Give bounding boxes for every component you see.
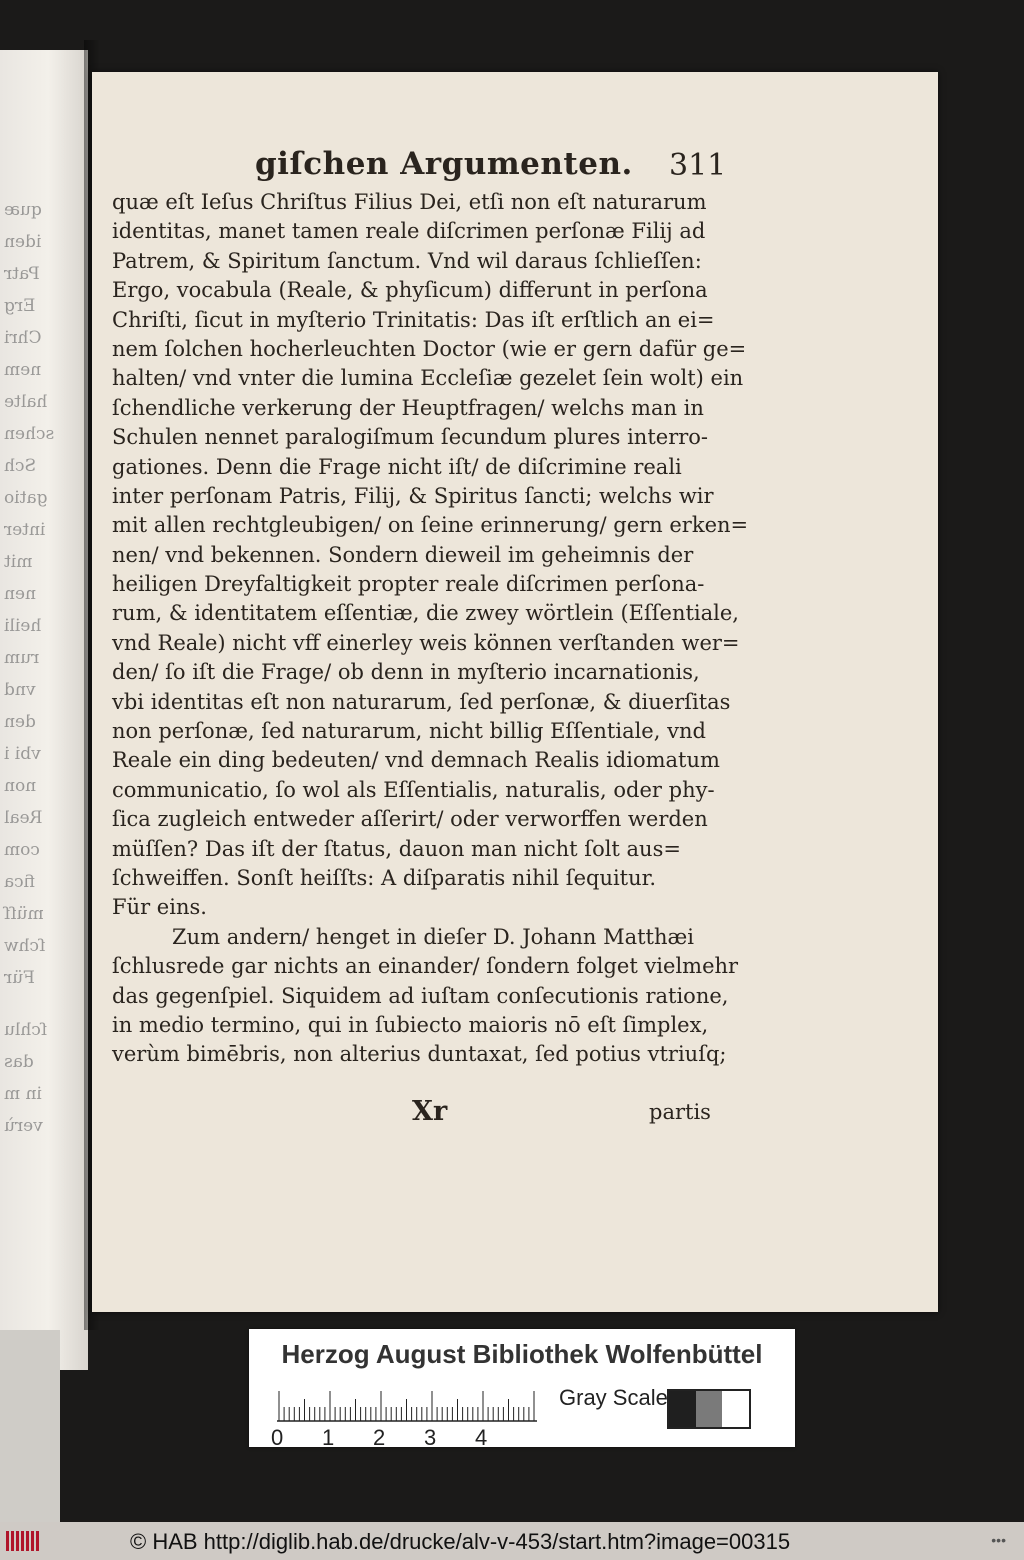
running-head: giſchen Argumenten.: [255, 146, 633, 182]
text-line: Für eins.: [112, 895, 207, 920]
prev-page-fragment: ſchw: [4, 936, 46, 956]
text-line: heiligen Dreyfaltigkeit propter reale diſcrimen perſona-: [112, 572, 705, 597]
page-foot: [92, 1096, 938, 1136]
prev-page-fragment: fica: [4, 872, 35, 892]
footer-bar: [0, 1522, 1024, 1560]
prev-page-fragment: inter: [4, 520, 46, 540]
text-line: rum, & identitatem eſſentiæ, die zwey wörtlein (Eſſentiale,: [112, 601, 739, 626]
text-line: nen/ vnd bekennen. Sondern dieweil im geheimnis der: [112, 542, 694, 567]
text-line: quæ eſt Ieſus Chriſtus Filius Dei, etſi non eſt naturarum: [112, 190, 707, 214]
text-line: in medio termino, qui in ſubiecto maioris nō eſt ſimplex,: [112, 1012, 709, 1037]
prev-page-fragment: heili: [4, 616, 42, 636]
text-line: Chriſti, ſicut in myſterio Trinitatis: Das iſt erſtlich an ei=: [112, 307, 715, 332]
text-line: halten/ vnd vnter die lumina Eccleſiæ gezelet ſein wolt) ein: [112, 366, 744, 391]
text-line: non perſonæ, ſed naturarum, nicht billig Eſſentiale, vnd: [112, 719, 706, 744]
prev-page-fragment: den: [4, 712, 36, 732]
prev-page-fragment: nem: [4, 360, 42, 380]
prev-page-fragment: Für: [4, 968, 35, 988]
catchword: partis: [649, 1100, 711, 1124]
prev-page-fragment: Patr: [4, 264, 40, 284]
ruler-label: 4: [475, 1425, 488, 1450]
prev-page-fragment: Sch: [4, 456, 37, 476]
text-line: gationes. Denn die Frage nicht iſt/ de diſcrimine reali: [112, 454, 682, 479]
prev-page-fragment: gatio: [4, 488, 48, 508]
text-line: ſchendliche verkerung der Heuptfragen/ welchs man in: [112, 395, 704, 420]
previous-page-edge: [0, 50, 88, 1370]
text-line: ſica zugleich entweder aſſerirt/ oder verworffen werden: [112, 807, 708, 832]
library-name: Herzog August Bibliothek Wolfenbüttel: [281, 1339, 763, 1369]
text-line: Schulen nennet paralogiſmum ſecundum plures interro-: [112, 425, 709, 450]
footer-copyright-url: © HAB http://diglib.hab.de/drucke/alv-v-453/start.htm?image=00315: [130, 1529, 791, 1554]
prev-page-fragment: iden: [4, 232, 42, 252]
previous-page-strip: [0, 1330, 60, 1530]
page-header: [92, 138, 938, 188]
text-line: mit allen rechtgleubigen/ on ſeine erinnerung/ gern erken=: [112, 513, 749, 538]
color-scale-card: [249, 1329, 795, 1450]
text-line: den/ ſo iſt die Frage/ ob denn in myſterio incarnationis,: [112, 660, 700, 685]
prev-page-fragment: rum: [4, 648, 40, 668]
gray-swatch: [722, 1391, 749, 1427]
body-text: [112, 188, 752, 1070]
gray-swatches: [667, 1389, 751, 1429]
prev-page-fragment: vbi i: [4, 744, 41, 764]
text-line: inter perſonam Patris, Filij, & Spiritus ſancti; welchs wir: [112, 483, 714, 508]
text-line: Reale ein ding bedeuten/ vnd demnach Realis idiomatum: [112, 748, 720, 773]
hab-logo-icon: [4, 1528, 44, 1554]
prev-page-fragment: schen: [4, 424, 55, 444]
text-line: Zum andern/ henget in dieſer D. Johann Matthæi: [172, 924, 694, 949]
text-line: das gegenſpiel. Siquidem ad iuſtam conſecutionis ratione,: [112, 983, 729, 1008]
gray-scale-label: Gray Scale: [559, 1385, 668, 1410]
text-line: nem ſolchen hocherleuchten Doctor (wie er gern dafür ge=: [112, 336, 747, 361]
prev-page-fragment: müſſ: [4, 904, 44, 924]
text-line: verùm bimēbris, non alterius duntaxat, ſed potius vtriuſq;: [112, 1042, 727, 1067]
gray-swatch: [696, 1391, 723, 1427]
prev-page-fragment: quæ: [4, 200, 42, 220]
ruler-label: 3: [424, 1425, 437, 1450]
prev-page-fragment: das: [4, 1052, 34, 1072]
text-line: müſſen? Das iſt der ſtatus, dauon man nicht ſolt aus=: [112, 836, 681, 861]
text-line: vbi identitas eſt non naturarum, ſed perſonæ, & diuerſitas: [112, 689, 731, 714]
ruler: [277, 1385, 547, 1425]
prev-page-fragment: ſchlu: [4, 1020, 48, 1040]
book-page: [92, 72, 938, 1312]
prev-page-fragment: Real: [4, 808, 43, 828]
prev-page-fragment: Erg: [4, 296, 36, 316]
text-line: ſchweiffen. Sonſt heiſſts: A diſparatis nihil ſequitur.: [112, 865, 657, 890]
ruler-label: 1: [322, 1425, 335, 1450]
ruler-label: 2: [373, 1425, 386, 1450]
prev-page-fragment: non: [4, 776, 37, 796]
text-line: ſchlusrede gar nichts an einander/ ſondern folget vielmehr: [112, 954, 739, 979]
page-number: 311: [669, 148, 727, 183]
signature-mark: Xr: [412, 1096, 448, 1127]
prev-page-fragment: nen: [4, 584, 36, 604]
text-line: Patrem, & Spiritum ſanctum. Vnd wil daraus ſchlieſſen:: [112, 248, 702, 273]
prev-page-fragment: Chri: [4, 328, 42, 348]
prev-page-fragment: com: [4, 840, 40, 860]
prev-page-fragment: in m: [4, 1084, 42, 1104]
ruler-label: 0: [271, 1425, 284, 1450]
text-line: identitas, manet tamen reale diſcrimen perſonæ Filij ad: [112, 219, 706, 244]
footer-dots-icon: •••: [991, 1532, 1006, 1548]
text-line: vnd Reale) nicht vff einerley weis können verſtanden wer=: [112, 630, 740, 655]
text-line: communicatio, ſo wol als Eſſentialis, naturalis, oder phy-: [112, 777, 715, 802]
prev-page-fragment: mit: [4, 552, 33, 572]
gray-swatch: [669, 1391, 696, 1427]
prev-page-fragment: halte: [4, 392, 48, 412]
prev-page-fragment: vnd: [4, 680, 36, 700]
text-line: Ergo, vocabula (Reale, & phyſicum) differunt in perſona: [112, 278, 708, 303]
prev-page-fragment: verù: [4, 1116, 43, 1136]
